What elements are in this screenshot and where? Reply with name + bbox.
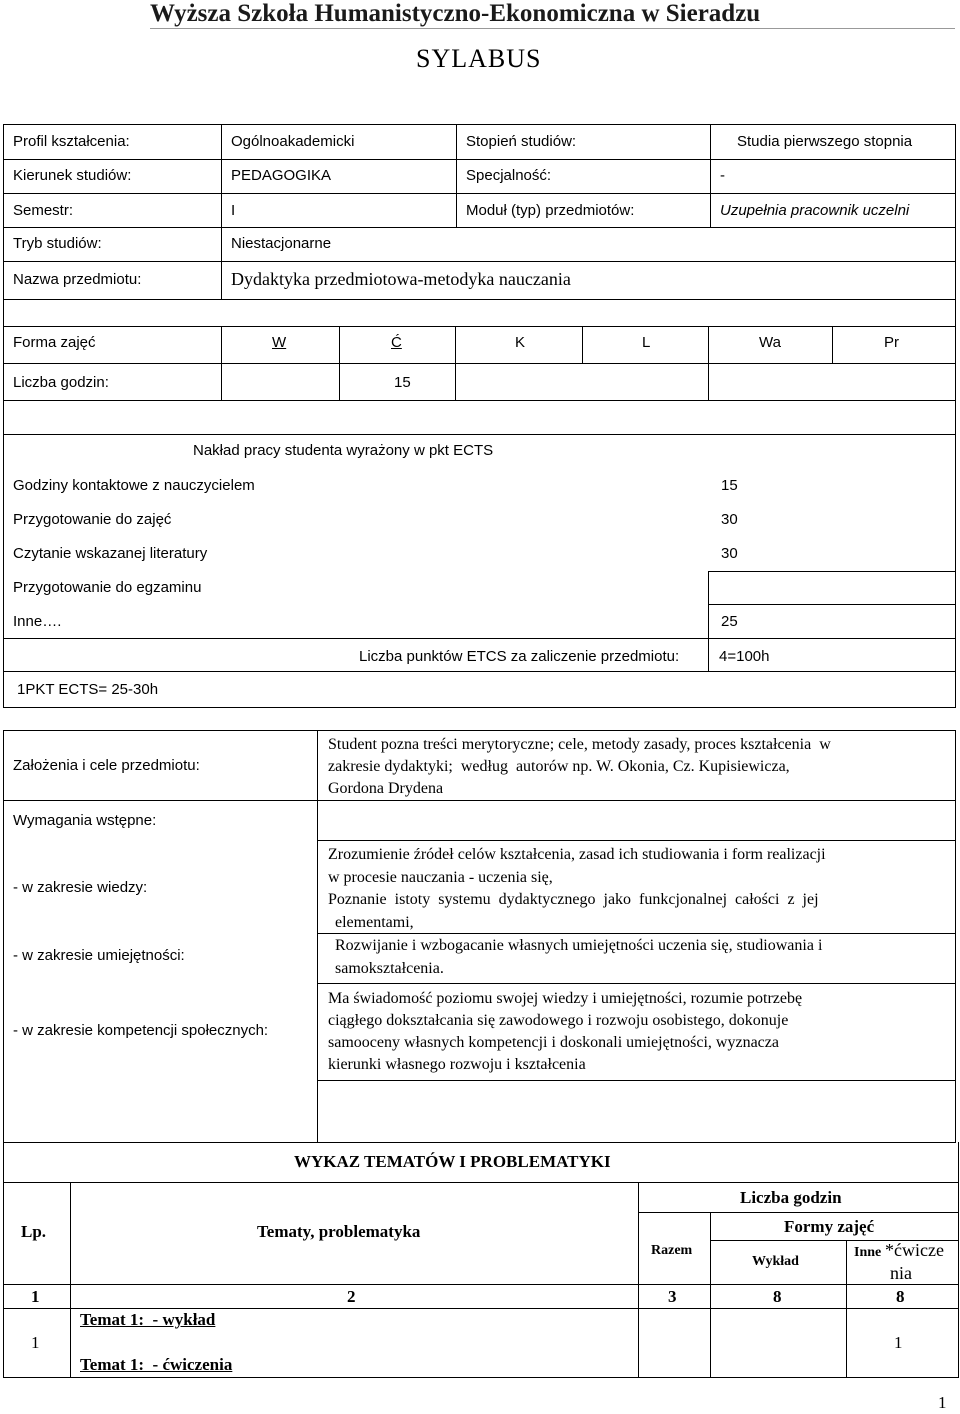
- nazwa-label: Nazwa przedmiotu:: [13, 271, 142, 288]
- topics-num-cell: 8: [773, 1287, 782, 1306]
- ects-row-label: Przygotowanie do egzaminu: [13, 579, 202, 596]
- wiedza-line: Zrozumienie źródeł celów kształcenia, zasad ich studiowania i form realizacji: [328, 846, 826, 863]
- umiejetnosci-line: samokształcenia.: [335, 960, 444, 977]
- specjalnosc-label: Specjalność:: [466, 167, 552, 184]
- page-title: SYLABUS: [416, 44, 542, 73]
- wiedza-line: w procesie nauczania - uczenia się,: [328, 869, 553, 886]
- ects-row-value: 30: [721, 545, 738, 562]
- ects-row-value: 15: [721, 477, 738, 494]
- topics-num-cell: 3: [668, 1287, 677, 1306]
- profil-value: Ogólnoakademicki: [231, 133, 355, 150]
- kompetencje-line: samooceny własnych kompetencji i doskonali umiejętności, wyznacza: [328, 1034, 779, 1051]
- kompetencje-line: ciągłego dokształcania się zawodowego i rozwoju osobistego, dokonuje: [328, 1012, 789, 1029]
- ects-title: Nakład pracy studenta wyrażony w pkt ECTS: [193, 442, 494, 459]
- umiejetnosci-label: - w zakresie umiejętności:: [13, 947, 185, 964]
- kompetencje-line: Ma świadomość poziomu swojej wiedzy i umiejętności, rozumie potrzebę: [328, 990, 803, 1007]
- topics-inne-header-c: nia: [890, 1263, 912, 1283]
- hours-label: Liczba godzin:: [13, 374, 109, 391]
- topics-row-lp: 1: [31, 1333, 40, 1352]
- topics-liczba-godzin-header: Liczba godzin: [740, 1188, 842, 1207]
- semestr-value: I: [231, 202, 236, 219]
- kierunek-label: Kierunek studiów:: [13, 167, 132, 184]
- ects-row-label: Czytanie wskazanej literatury: [13, 545, 208, 562]
- kompetencje-line: kierunki własnego rozwoju i kształcenia: [328, 1056, 586, 1073]
- topics-row-temat-wyklad: Temat 1: - wykład: [80, 1310, 216, 1329]
- forma-col-k: K: [515, 334, 526, 351]
- ects-row-value: 25: [721, 613, 738, 630]
- tryb-label: Tryb studiów:: [13, 235, 102, 252]
- tryb-value: Niestacjonarne: [231, 235, 332, 252]
- topics-row-temat-cwiczenia: Temat 1: - ćwiczenia: [80, 1355, 233, 1374]
- topics-num-cell: 1: [31, 1287, 40, 1306]
- wymagania-label: Wymagania wstępne:: [13, 812, 157, 829]
- topics-num-cell: 8: [896, 1287, 905, 1306]
- stopien-value: Studia pierwszego stopnia: [737, 133, 913, 150]
- hours-value: 15: [394, 374, 411, 391]
- wiedza-line: elementami,: [335, 914, 414, 931]
- modul-label: Moduł (typ) przedmiotów:: [466, 202, 635, 219]
- specjalnosc-value: -: [720, 167, 725, 184]
- topics-razem-header: Razem: [651, 1243, 693, 1258]
- header-rule: [150, 28, 955, 29]
- umiejetnosci-line: Rozwijanie i wzbogacanie własnych umiejętności uczenia się, studiowania i: [335, 937, 823, 954]
- school-name: Wyższa Szkoła Humanistyczno-Ekonomiczna w Sieradzu: [150, 0, 761, 27]
- ects-points-label: Liczba punktów ETCS za zaliczenie przedmiotu:: [359, 648, 680, 665]
- forma-col-w: W: [272, 334, 287, 351]
- forma-col-pr: Pr: [884, 334, 899, 351]
- ects-row-label: Inne….: [13, 613, 62, 630]
- topics-formy-header: Formy zajęć: [784, 1217, 875, 1236]
- topics-lp-header: Lp.: [21, 1222, 47, 1241]
- topics-inne-header: Inne: [854, 1245, 882, 1260]
- forma-col-c: Ć: [391, 334, 402, 351]
- profil-label: Profil kształcenia:: [13, 133, 130, 150]
- nazwa-value: Dydaktyka przedmiotowa-metodyka nauczania: [231, 269, 571, 289]
- wiedza-line: Poznanie istoty systemu dydaktycznego jako funkcjonalnej całości z jej: [328, 891, 819, 908]
- topics-wyklad-header: Wykład: [752, 1254, 799, 1269]
- ects-row-label: Przygotowanie do zajęć: [13, 511, 172, 528]
- ects-row-value: 30: [721, 511, 738, 528]
- semestr-label: Semestr:: [13, 202, 74, 219]
- topics-num-cell: 2: [347, 1287, 356, 1306]
- modul-value: Uzupełnia pracownik uczelni: [720, 202, 910, 219]
- topics-tematy-header: Tematy, problematyka: [257, 1222, 421, 1241]
- kierunek-value: PEDAGOGIKA: [231, 167, 332, 184]
- topics-row-inne-value: 1: [894, 1333, 903, 1352]
- ects-points-value: 4=100h: [719, 648, 770, 665]
- ects-note: 1PKT ECTS= 25-30h: [17, 681, 159, 698]
- ects-row-label: Godziny kontaktowe z nauczycielem: [13, 477, 255, 494]
- page-number: 1: [938, 1393, 947, 1412]
- wiedza-label: - w zakresie wiedzy:: [13, 879, 148, 896]
- forma-label: Forma zajęć: [13, 334, 96, 351]
- forma-col-wa: Wa: [759, 334, 781, 351]
- kompetencje-label: - w zakresie kompetencji społecznych:: [13, 1022, 269, 1039]
- topics-title: WYKAZ TEMATÓW I PROBLEMATYKI: [294, 1152, 611, 1171]
- zalozenia-label: Założenia i cele przedmiotu:: [13, 757, 200, 774]
- stopien-label: Stopień studiów:: [466, 133, 577, 150]
- zalozenia-line: zakresie dydaktyki; według autorów np. W. Okonia, Cz. Kupisiewicza,: [328, 758, 790, 775]
- zalozenia-line: Student pozna treści merytoryczne; cele, metody zasady, proces kształcenia w: [328, 736, 831, 753]
- forma-col-l: L: [642, 334, 651, 351]
- topics-inne-header-b: *ćwicze: [885, 1240, 944, 1260]
- zalozenia-line: Gordona Drydena: [328, 780, 444, 797]
